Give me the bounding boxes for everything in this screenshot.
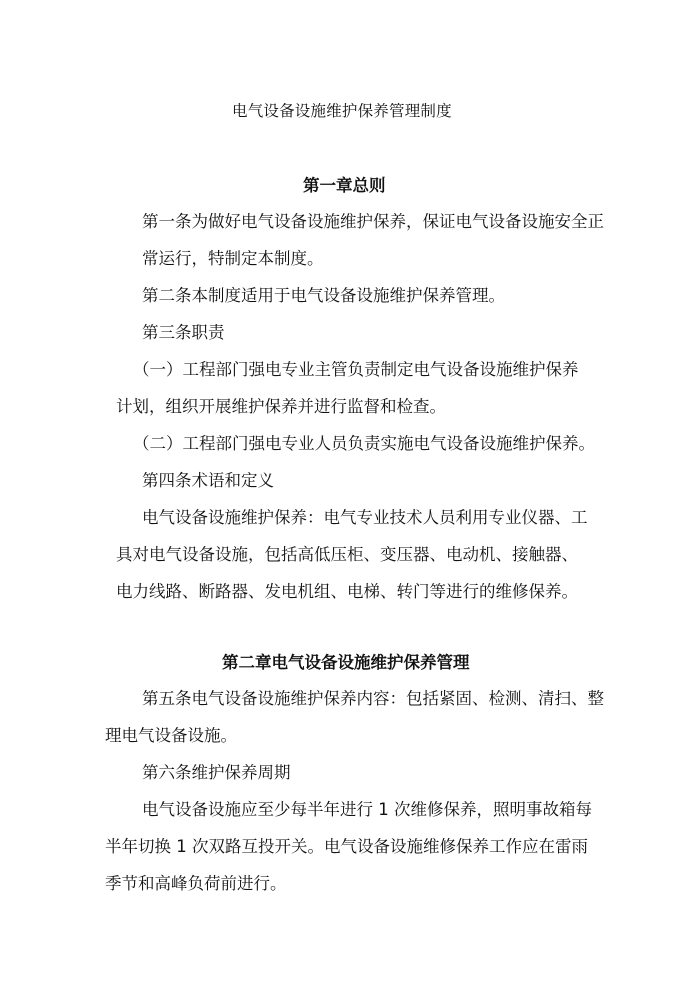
chapter-2-heading: 第二章电气设备设施维护保养管理 [222, 653, 470, 672]
article-5-line-1: 第五条电气设备设施维护保养内容：包括紧固、检测、清扫、整 [142, 689, 604, 708]
article-5-line-2: 理电气设备设施。 [105, 726, 237, 745]
maintenance-period-line-2: 半年切换 1 次双路互投开关。电气设备设施维修保养工作应在雷雨 [105, 837, 588, 856]
maintenance-period-line-3: 季节和高峰负荷前进行。 [105, 874, 287, 893]
document-title: 电气设备设施维护保养管理制度 [232, 102, 452, 120]
maintenance-period-line-1: 电气设备设施应至少每半年进行 1 次维修保养，照明事故箱每 [142, 800, 592, 819]
duty-item-1-line-2: 计划，组织开展维护保养并进行监督和检查。 [116, 397, 446, 416]
article-1-line-2: 常运行，特制定本制度。 [142, 249, 324, 268]
article-6-heading: 第六条维护保养周期 [142, 763, 291, 782]
article-1-line-1: 第一条为做好电气设备设施维护保养，保证电气设备设施安全正 [142, 212, 604, 231]
chapter-1-heading: 第一章总则 [303, 176, 386, 195]
definition-line-2: 具对电气设备设施，包括高低压柜、变压器、电动机、接触器、 [116, 545, 578, 564]
article-3-heading: 第三条职责 [142, 323, 225, 342]
duty-item-2: （二）工程部门强电专业人员负责实施电气设备设施维护保养。 [133, 434, 595, 453]
duty-item-1-line-1: （一）工程部门强电专业主管负责制定电气设备设施维护保养 [133, 360, 579, 379]
definition-line-1: 电气设备设施维护保养：电气专业技术人员利用专业仪器、工 [142, 508, 588, 527]
article-2: 第二条本制度适用于电气设备设施维护保养管理。 [142, 286, 505, 305]
definition-line-3: 电力线路、断路器、发电机组、电梯、转门等进行的维修保养。 [116, 582, 578, 601]
article-4-heading: 第四条术语和定义 [142, 471, 274, 490]
